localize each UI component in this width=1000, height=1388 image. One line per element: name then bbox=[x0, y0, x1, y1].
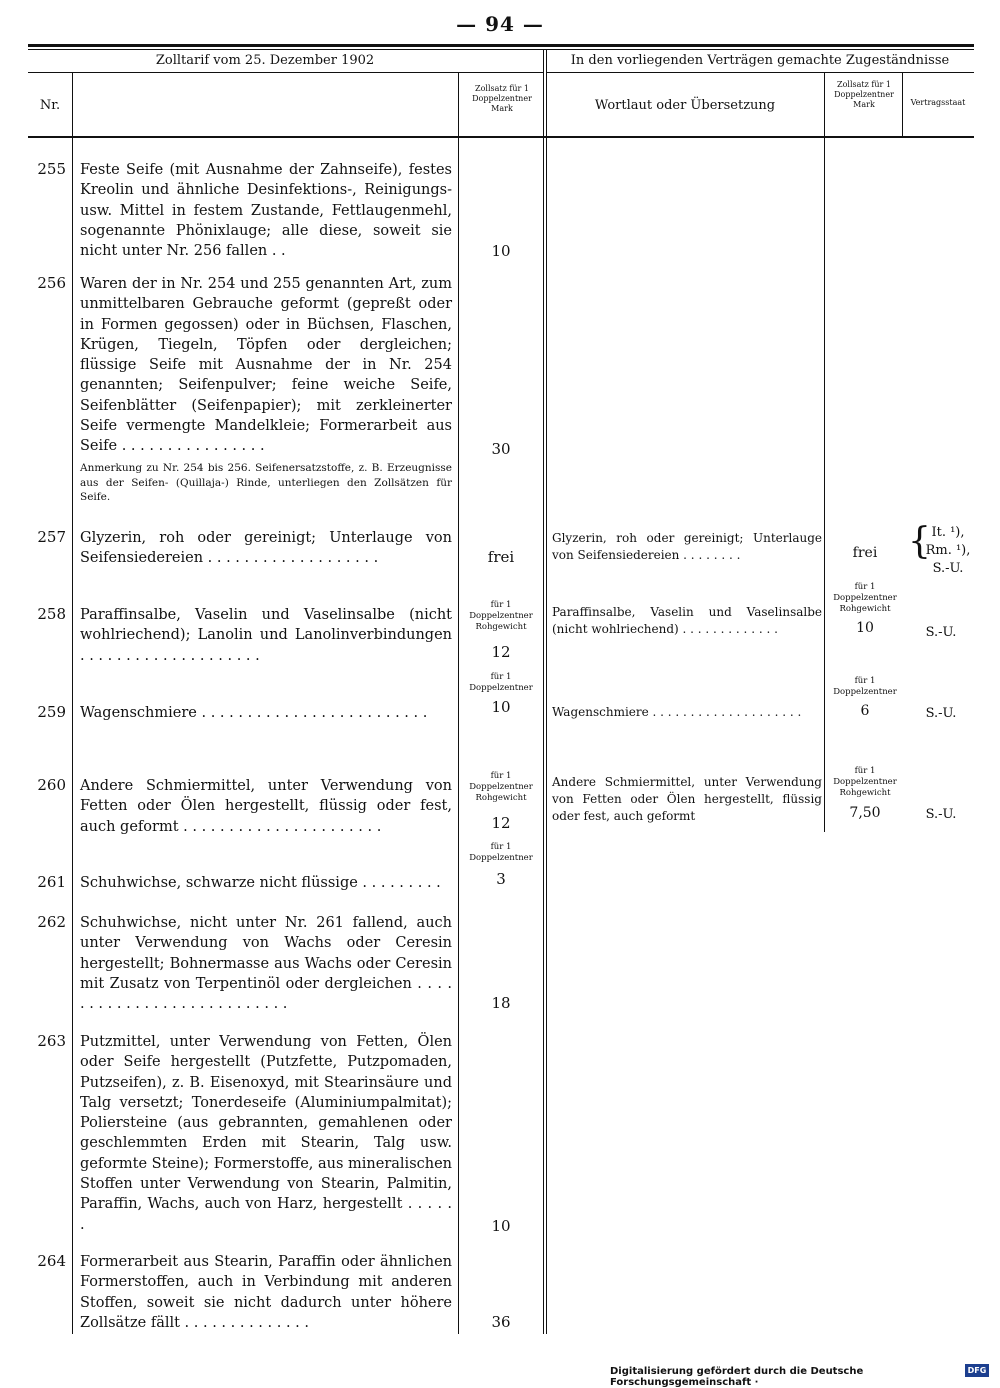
left-section-title: Zolltarif vom 25. Dezember 1902 bbox=[155, 53, 375, 68]
row-description: Formerarbeit aus Stearin, Paraffin oder ähnlichen Formerstoffen, auch in Verbindung mit anderen Stoffen, soweit sie nicht dadurch unter höhere Zollsätze fällt . . . . . . . . . . . . . . bbox=[80, 1254, 452, 1331]
treaty-description: Wagenschmiere . . . . . . . . . . . . . . . . . . . . bbox=[552, 705, 802, 719]
treaty-unit: für 1 Doppelzentner bbox=[833, 676, 897, 697]
treaty-description: Glyzerin, roh oder gereinigt; Unterlauge von Seifensiedereien . . . . . . . . bbox=[552, 531, 822, 562]
col-divider-nr bbox=[72, 72, 73, 1334]
row-rate: 36 bbox=[491, 1313, 511, 1331]
brace-glyph: { bbox=[908, 521, 931, 562]
row-description: Glyzerin, roh oder gereinigt; Unterlauge von Seifensiedereien . . . . . . . . . . . . . . . . . . . bbox=[80, 530, 452, 567]
row-number: 257 bbox=[37, 528, 66, 546]
row-rate: 12 bbox=[491, 643, 511, 661]
row-number: 262 bbox=[37, 913, 66, 931]
row-description: Wagenschmiere . . . . . . . . . . . . . . . . . . . . . . . . . bbox=[80, 705, 428, 721]
digitization-credit: Digitalisierung gefördert durch die Deutsche Forschungsgemeinschaft · bbox=[610, 1366, 864, 1388]
treaty-state bbox=[918, 524, 978, 578]
row-number: 264 bbox=[37, 1252, 66, 1270]
row-description: Feste Seife (mit Ausnahme der Zahnseife), festes Kreolin und ähnliche Desinfektions-, Reinigungs- usw. Mittel in festem Zustande, Fettlaugenmehl, sogenannte Phönixlauge; alle diese, soweit sie nicht unter Nr. 256 fallen . . bbox=[80, 162, 452, 260]
row-unit: für 1 Doppelzentner bbox=[469, 842, 533, 863]
treaty-rate: 7,50 bbox=[849, 805, 881, 821]
treaty-unit: für 1 Doppelzentner Rohgewicht bbox=[833, 766, 897, 798]
row-rate: 30 bbox=[491, 440, 511, 458]
dfg-logo: DFG bbox=[965, 1364, 989, 1377]
treaty-state-line: It. ¹), bbox=[931, 525, 965, 540]
treaty-rate: frei bbox=[852, 545, 878, 561]
row-rate: 10 bbox=[491, 1217, 511, 1235]
row-rate: 3 bbox=[496, 870, 506, 888]
col-divider-rate2 bbox=[824, 72, 825, 832]
treaty-state-line: Rm. ¹), bbox=[925, 543, 971, 558]
row-description: Paraffinsalbe, Vaselin und Vaselinsalbe (nicht wohlriechend); Lanolin und Lanolinverbindungen . . . . . . . . . . . . . . . . . . . . bbox=[80, 607, 452, 664]
top-rule-thick bbox=[28, 44, 974, 47]
treaty-rate: 6 bbox=[860, 703, 870, 719]
title-rule-right bbox=[546, 72, 974, 73]
row-rate: frei bbox=[487, 548, 515, 566]
row-rate: 10 bbox=[491, 242, 511, 260]
column-header-wording: Wortlaut oder Übersetzung bbox=[594, 98, 776, 113]
page-number: — 94 — bbox=[456, 12, 544, 36]
treaty-state: S.-U. bbox=[925, 706, 957, 721]
row-number: 256 bbox=[37, 274, 66, 292]
treaty-rate: 10 bbox=[856, 620, 874, 636]
row-description: Putzmittel, unter Verwendung von Fetten, Ölen oder Seife hergestellt (Putzfette, Putzpomaden, Putzseifen), z. B. Eisenoxyd, mit Stearinsäure und Talg versetzt; Tonerdeseife (Aluminiumpalmitat); Poliersteine (aus gebrannten, gemahlenen oder geschlemmten Erden mit Stearin, Talg usw. geformte Steine); Formerstoffe, aus mineralischen Stoffen unter Verwendung von Stearin, Palmitin, Paraffin, Wachs, auch von Harz, hergestellt . . . . . . bbox=[80, 1034, 453, 1233]
row-rate: 10 bbox=[491, 698, 511, 716]
row-unit: für 1 Doppelzentner Rohgewicht bbox=[469, 600, 533, 632]
treaty-unit: für 1 Doppelzentner Rohgewicht bbox=[833, 582, 897, 614]
row-description: Waren der in Nr. 254 und 255 genannten Art, zum unmittelbaren Gebrauche geformt (gepreßt oder in Formen gegossen) oder in Büchsen, Flaschen, Krügen, Tiegeln, Töpfen oder dergleichen; flüssige Seife mit Ausnahme der in Nr. 254 genannten; Seifenpulver; feine weiche Seife, Seifenblätter (Seifenpapier); mit zerkleinerter Seife vermengte Mandelkleie; Formerarbeit aus Seife . . . . . . . . . . . . . . . . bbox=[80, 276, 452, 455]
title-rule-left bbox=[28, 72, 544, 73]
column-header-nr: Nr. bbox=[39, 98, 61, 113]
row-description: Andere Schmiermittel, unter Verwendung von Fetten oder Ölen hergestellt, flüssig oder fest, auch geformt . . . . . . . . . . . . . . . . . . . . . . bbox=[80, 778, 452, 835]
treaty-state-line: S.-U. bbox=[932, 561, 964, 576]
row-description: Schuhwichse, schwarze nicht flüssige . . . . . . . . . bbox=[80, 875, 441, 891]
row-rate: 12 bbox=[491, 814, 511, 832]
row-note: Anmerkung zu Nr. 254 bis 256. Seifenersatzstoffe, z. B. Erzeugnisse aus der Seifen- (Quillaja-) Rinde, unterliegen den Zollsätzen für Seife. bbox=[80, 462, 452, 503]
row-unit: für 1 Doppelzentner Rohgewicht bbox=[469, 771, 533, 803]
row-number: 261 bbox=[37, 873, 66, 891]
row-number: 260 bbox=[37, 776, 66, 794]
column-header-rate2: Zollsatz für 1 Doppelzentner Mark bbox=[834, 80, 894, 109]
treaty-state: S.-U. bbox=[925, 807, 957, 822]
row-number: 263 bbox=[37, 1032, 66, 1050]
column-header-state: Vertragsstaat bbox=[910, 98, 966, 107]
right-section-title: In den vorliegenden Verträgen gemachte Zugeständnisse bbox=[570, 53, 950, 68]
row-unit: für 1 Doppelzentner bbox=[469, 672, 533, 693]
row-description: Schuhwichse, nicht unter Nr. 261 fallend, auch unter Verwendung von Wachs oder Ceresin hergestellt; Bohnermasse aus Wachs oder Ceresin mit Zusatz von Terpentinöl oder dergleichen . . . . . . . . . . . . . . . . . . . . . . . . . . . bbox=[80, 915, 452, 1013]
treaty-description: Paraffinsalbe, Vaselin und Vaselinsalbe (nicht wohlriechend) . . . . . . . . . . . . . bbox=[552, 605, 822, 636]
treaty-description: Andere Schmiermittel, unter Verwendung von Fetten oder Ölen hergestellt, flüssig oder fest, auch geformt bbox=[552, 775, 822, 823]
row-rate: 18 bbox=[491, 994, 511, 1012]
row-number: 259 bbox=[37, 703, 66, 721]
header-bottom-rule bbox=[28, 136, 974, 138]
column-header-rate: Zollsatz für 1 Doppelzentner Mark bbox=[472, 84, 532, 113]
treaty-state: S.-U. bbox=[925, 625, 957, 640]
row-number: 255 bbox=[37, 160, 66, 178]
col-divider-section-b bbox=[546, 50, 547, 1334]
row-number: 258 bbox=[37, 605, 66, 623]
top-rule-thin bbox=[28, 49, 974, 50]
